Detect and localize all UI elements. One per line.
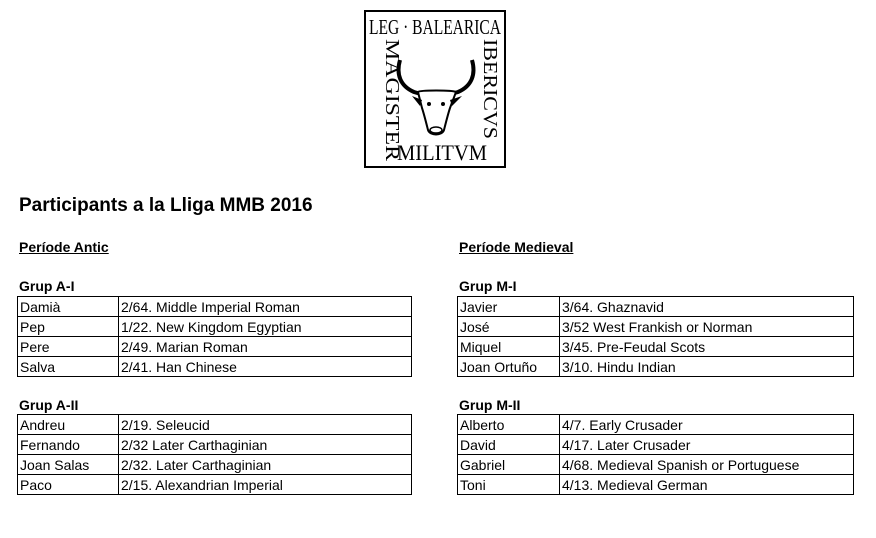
logo-text-bottom: MILITVM <box>397 140 487 165</box>
player-name: Damià <box>18 297 119 317</box>
player-name: Gabriel <box>458 455 560 475</box>
bull-logo-icon <box>366 12 504 166</box>
period-heading-antic: Període Antic <box>19 239 109 255</box>
table-row <box>18 415 412 435</box>
army-list: 2/15. Alexandrian Imperial <box>119 475 412 495</box>
player-name: Javier <box>458 297 560 317</box>
table-row <box>458 317 854 337</box>
army-list: 3/10. Hindu Indian <box>560 357 854 377</box>
army-list: 2/32. Later Carthaginian <box>119 455 412 475</box>
army-list: 2/41. Han Chinese <box>119 357 412 377</box>
player-name: Pep <box>18 317 119 337</box>
group-table-m2 <box>457 414 854 495</box>
table-row <box>18 435 412 455</box>
army-list: 2/49. Marian Roman <box>119 337 412 357</box>
table-row <box>458 415 854 435</box>
period-heading-medieval: Període Medieval <box>459 239 574 255</box>
table-row <box>18 297 412 317</box>
army-list: 3/52 West Frankish or Norman <box>560 317 854 337</box>
table-row <box>18 317 412 337</box>
army-list: 1/22. New Kingdom Egyptian <box>119 317 412 337</box>
table-row <box>458 357 854 377</box>
group-table-a2 <box>17 414 412 495</box>
player-name: Salva <box>18 357 119 377</box>
group-label-m1: Grup M-I <box>459 278 517 294</box>
player-name: Pere <box>18 337 119 357</box>
army-list: 2/32 Later Carthaginian <box>119 435 412 455</box>
army-list: 4/17. Later Crusader <box>560 435 854 455</box>
logo-text-right: IBERICVS <box>479 39 501 131</box>
logo-text-top: LEG · BALEARICA <box>369 15 502 39</box>
player-name: Andreu <box>18 415 119 435</box>
table-row <box>458 435 854 455</box>
club-logo <box>364 10 506 168</box>
table-row <box>458 455 854 475</box>
group-label-m2: Grup M-II <box>459 397 521 413</box>
player-name: Toni <box>458 475 560 495</box>
table-row <box>18 455 412 475</box>
player-name: José <box>458 317 560 337</box>
player-name: Miquel <box>458 337 560 357</box>
group-table-a1 <box>17 296 412 377</box>
army-list: 2/64. Middle Imperial Roman <box>119 297 412 317</box>
table-row <box>18 475 412 495</box>
table-row <box>18 357 412 377</box>
table-row <box>458 475 854 495</box>
group-label-a2: Grup A-II <box>19 397 79 413</box>
army-list: 4/13. Medieval German <box>560 475 854 495</box>
player-name: Fernando <box>18 435 119 455</box>
army-list: 3/45. Pre-Feudal Scots <box>560 337 854 357</box>
table-row <box>458 337 854 357</box>
army-list: 2/19. Seleucid <box>119 415 412 435</box>
player-name: Joan Ortuño <box>458 357 560 377</box>
player-name: Paco <box>18 475 119 495</box>
group-table-m1 <box>457 296 854 377</box>
army-list: 4/68. Medieval Spanish or Portuguese <box>560 455 854 475</box>
player-name: David <box>458 435 560 455</box>
army-list: 3/64. Ghaznavid <box>560 297 854 317</box>
table-row <box>458 297 854 317</box>
group-label-a1: Grup A-I <box>19 278 75 294</box>
table-row <box>18 337 412 357</box>
logo-text-left: MAGISTER <box>381 39 403 142</box>
player-name: Alberto <box>458 415 560 435</box>
page-title: Participants a la Lliga MMB 2016 <box>19 195 313 216</box>
army-list: 4/7. Early Crusader <box>560 415 854 435</box>
player-name: Joan Salas <box>18 455 119 475</box>
